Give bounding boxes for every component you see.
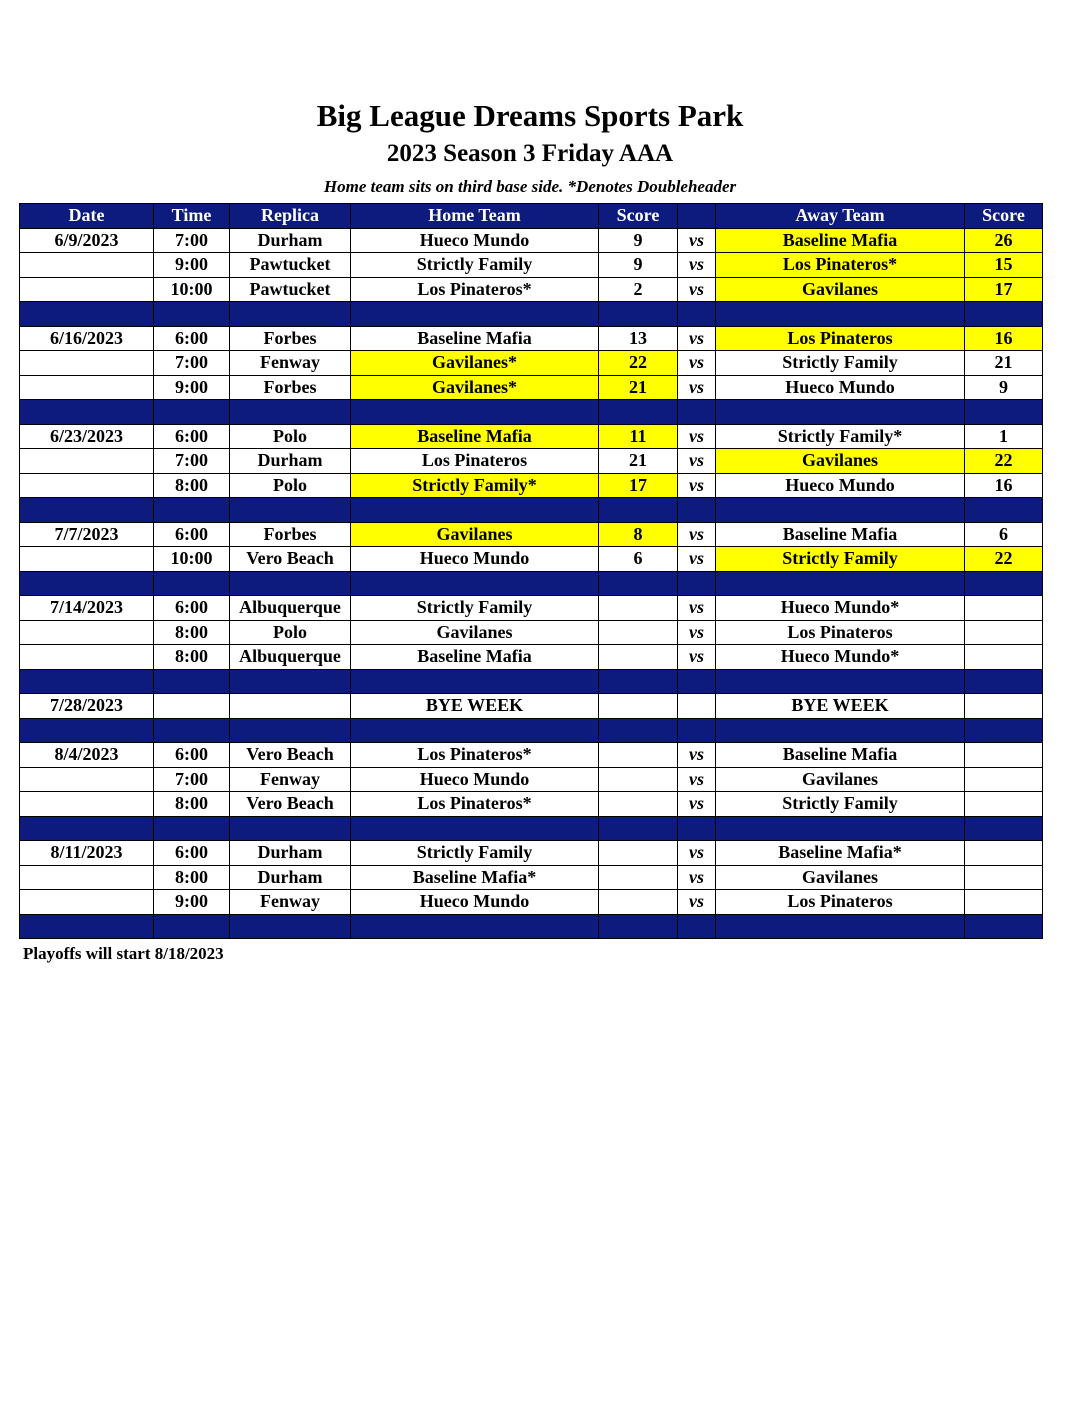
- home-score-cell: [599, 694, 678, 719]
- vs-cell: vs: [678, 277, 716, 302]
- home-score-cell: [599, 841, 678, 866]
- home-score-cell: [599, 596, 678, 621]
- away-team-cell: Los Pinateros*: [716, 253, 965, 278]
- col-header-date: Date: [20, 204, 154, 229]
- replica-cell: Durham: [230, 449, 351, 474]
- col-header-replica: Replica: [230, 204, 351, 229]
- separator-cell: [599, 718, 678, 743]
- vs-cell: vs: [678, 596, 716, 621]
- time-cell: 6:00: [154, 841, 230, 866]
- away-score-cell: 17: [965, 277, 1043, 302]
- game-row: [20, 694, 1043, 719]
- replica-cell: Fenway: [230, 890, 351, 915]
- playoffs-note: Playoffs will start 8/18/2023: [23, 944, 224, 963]
- replica-cell: Polo: [230, 473, 351, 498]
- vs-cell: vs: [678, 865, 716, 890]
- home-team-cell: Gavilanes: [351, 522, 599, 547]
- separator-cell: [716, 400, 965, 425]
- game-row: [20, 596, 1043, 621]
- separator-cell: [154, 718, 230, 743]
- separator-cell: [716, 816, 965, 841]
- away-team-cell: Hueco Mundo*: [716, 645, 965, 670]
- game-row: [20, 424, 1043, 449]
- separator-cell: [716, 571, 965, 596]
- home-team-cell: Hueco Mundo: [351, 767, 599, 792]
- schedule-table: [19, 203, 1043, 939]
- time-cell: 6:00: [154, 596, 230, 621]
- separator-cell: [351, 302, 599, 327]
- replica-cell: Albuquerque: [230, 596, 351, 621]
- replica-cell: Vero Beach: [230, 792, 351, 817]
- home-score-cell: [599, 865, 678, 890]
- vs-cell: [678, 694, 716, 719]
- separator-cell: [20, 302, 154, 327]
- header-row: [20, 204, 1043, 229]
- vs-cell: vs: [678, 253, 716, 278]
- game-row: [20, 620, 1043, 645]
- separator-cell: [351, 816, 599, 841]
- replica-cell: Pawtucket: [230, 277, 351, 302]
- date-cell: [20, 767, 154, 792]
- vs-cell: vs: [678, 326, 716, 351]
- time-cell: 9:00: [154, 375, 230, 400]
- away-team-cell: Hueco Mundo: [716, 375, 965, 400]
- separator-cell: [716, 669, 965, 694]
- replica-cell: Vero Beach: [230, 743, 351, 768]
- away-score-cell: 1: [965, 424, 1043, 449]
- home-team-cell: Strictly Family*: [351, 473, 599, 498]
- home-team-cell: Strictly Family: [351, 596, 599, 621]
- home-team-cell: Hueco Mundo: [351, 890, 599, 915]
- separator-cell: [599, 302, 678, 327]
- separator-cell: [154, 498, 230, 523]
- away-score-cell: 26: [965, 228, 1043, 253]
- separator-cell: [154, 816, 230, 841]
- home-team-cell: Baseline Mafia: [351, 645, 599, 670]
- home-team-cell: Gavilanes*: [351, 351, 599, 376]
- separator-cell: [965, 302, 1043, 327]
- date-cell: 7/28/2023: [20, 694, 154, 719]
- separator-cell: [351, 669, 599, 694]
- away-score-cell: [965, 841, 1043, 866]
- vs-cell: vs: [678, 620, 716, 645]
- replica-cell: Pawtucket: [230, 253, 351, 278]
- home-team-cell: Hueco Mundo: [351, 547, 599, 572]
- separator-cell: [351, 571, 599, 596]
- away-team-cell: BYE WEEK: [716, 694, 965, 719]
- vs-cell: vs: [678, 228, 716, 253]
- separator-cell: [965, 669, 1043, 694]
- separator-row: [20, 718, 1043, 743]
- separator-cell: [599, 400, 678, 425]
- separator-row: [20, 669, 1043, 694]
- away-score-cell: [965, 865, 1043, 890]
- vs-cell: vs: [678, 351, 716, 376]
- separator-cell: [351, 718, 599, 743]
- home-score-cell: [599, 620, 678, 645]
- time-cell: 9:00: [154, 890, 230, 915]
- date-cell: [20, 865, 154, 890]
- away-team-cell: Baseline Mafia: [716, 228, 965, 253]
- separator-cell: [230, 302, 351, 327]
- away-score-cell: 22: [965, 547, 1043, 572]
- away-team-cell: Los Pinateros: [716, 620, 965, 645]
- away-team-cell: Los Pinateros: [716, 326, 965, 351]
- away-score-cell: 9: [965, 375, 1043, 400]
- game-row: [20, 351, 1043, 376]
- time-cell: 6:00: [154, 326, 230, 351]
- game-row: [20, 841, 1043, 866]
- separator-cell: [716, 498, 965, 523]
- away-team-cell: Gavilanes: [716, 277, 965, 302]
- separator-cell: [678, 498, 716, 523]
- home-score-cell: 22: [599, 351, 678, 376]
- time-cell: 8:00: [154, 620, 230, 645]
- away-score-cell: [965, 767, 1043, 792]
- game-row: [20, 890, 1043, 915]
- separator-cell: [965, 400, 1043, 425]
- time-cell: [154, 694, 230, 719]
- separator-cell: [20, 816, 154, 841]
- separator-cell: [230, 718, 351, 743]
- vs-cell: vs: [678, 473, 716, 498]
- time-cell: 7:00: [154, 767, 230, 792]
- away-score-cell: 15: [965, 253, 1043, 278]
- separator-cell: [20, 718, 154, 743]
- away-score-cell: 6: [965, 522, 1043, 547]
- date-cell: 6/16/2023: [20, 326, 154, 351]
- vs-cell: vs: [678, 449, 716, 474]
- separator-cell: [230, 816, 351, 841]
- date-cell: [20, 792, 154, 817]
- away-team-cell: Gavilanes: [716, 767, 965, 792]
- time-cell: 6:00: [154, 743, 230, 768]
- separator-row: [20, 914, 1043, 939]
- time-cell: 8:00: [154, 473, 230, 498]
- separator-cell: [678, 571, 716, 596]
- home-score-cell: 2: [599, 277, 678, 302]
- separator-cell: [230, 571, 351, 596]
- home-team-cell: Baseline Mafia*: [351, 865, 599, 890]
- away-score-cell: [965, 645, 1043, 670]
- time-cell: 7:00: [154, 351, 230, 376]
- separator-cell: [20, 498, 154, 523]
- date-cell: [20, 253, 154, 278]
- page-title: Big League Dreams Sports Park: [316, 98, 744, 133]
- col-header-away-score: Score: [965, 204, 1043, 229]
- time-cell: 6:00: [154, 522, 230, 547]
- home-team-cell: Los Pinateros*: [351, 743, 599, 768]
- home-score-cell: [599, 792, 678, 817]
- date-cell: [20, 645, 154, 670]
- separator-cell: [599, 669, 678, 694]
- separator-cell: [154, 571, 230, 596]
- away-team-cell: Baseline Mafia: [716, 522, 965, 547]
- away-score-cell: [965, 792, 1043, 817]
- vs-cell: vs: [678, 792, 716, 817]
- home-score-cell: [599, 645, 678, 670]
- separator-cell: [678, 914, 716, 939]
- vs-cell: vs: [678, 522, 716, 547]
- date-cell: 8/4/2023: [20, 743, 154, 768]
- time-cell: 8:00: [154, 865, 230, 890]
- replica-cell: Forbes: [230, 326, 351, 351]
- home-score-cell: [599, 890, 678, 915]
- vs-cell: vs: [678, 645, 716, 670]
- home-team-cell: Strictly Family: [351, 253, 599, 278]
- separator-cell: [599, 816, 678, 841]
- replica-cell: Fenway: [230, 767, 351, 792]
- game-row: [20, 277, 1043, 302]
- replica-cell: Durham: [230, 841, 351, 866]
- replica-cell: Albuquerque: [230, 645, 351, 670]
- separator-cell: [965, 914, 1043, 939]
- time-cell: 7:00: [154, 228, 230, 253]
- separator-row: [20, 302, 1043, 327]
- home-team-cell: Gavilanes: [351, 620, 599, 645]
- home-team-cell: Los Pinateros: [351, 449, 599, 474]
- replica-cell: Forbes: [230, 375, 351, 400]
- separator-cell: [154, 302, 230, 327]
- separator-row: [20, 816, 1043, 841]
- separator-row: [20, 498, 1043, 523]
- time-cell: 8:00: [154, 792, 230, 817]
- vs-cell: vs: [678, 424, 716, 449]
- col-header-home-score: Score: [599, 204, 678, 229]
- home-score-cell: 21: [599, 449, 678, 474]
- date-cell: [20, 473, 154, 498]
- vs-cell: vs: [678, 743, 716, 768]
- away-team-cell: Gavilanes: [716, 865, 965, 890]
- away-team-cell: Strictly Family: [716, 351, 965, 376]
- separator-cell: [230, 400, 351, 425]
- home-team-cell: Los Pinateros*: [351, 277, 599, 302]
- separator-cell: [20, 571, 154, 596]
- replica-cell: Fenway: [230, 351, 351, 376]
- home-team-cell: Baseline Mafia: [351, 326, 599, 351]
- time-cell: 10:00: [154, 277, 230, 302]
- separator-cell: [678, 816, 716, 841]
- date-cell: 6/23/2023: [20, 424, 154, 449]
- away-team-cell: Strictly Family*: [716, 424, 965, 449]
- game-row: [20, 743, 1043, 768]
- separator-cell: [351, 498, 599, 523]
- away-team-cell: Hueco Mundo: [716, 473, 965, 498]
- replica-cell: Polo: [230, 424, 351, 449]
- separator-cell: [965, 571, 1043, 596]
- away-score-cell: 21: [965, 351, 1043, 376]
- away-score-cell: [965, 890, 1043, 915]
- home-team-cell: Hueco Mundo: [351, 228, 599, 253]
- home-team-cell: BYE WEEK: [351, 694, 599, 719]
- time-cell: 9:00: [154, 253, 230, 278]
- date-cell: 8/11/2023: [20, 841, 154, 866]
- replica-cell: Forbes: [230, 522, 351, 547]
- game-row: [20, 375, 1043, 400]
- game-row: [20, 767, 1043, 792]
- date-cell: [20, 547, 154, 572]
- separator-cell: [678, 718, 716, 743]
- vs-cell: vs: [678, 890, 716, 915]
- separator-cell: [678, 302, 716, 327]
- replica-cell: Durham: [230, 865, 351, 890]
- vs-cell: vs: [678, 375, 716, 400]
- date-cell: [20, 620, 154, 645]
- away-team-cell: Baseline Mafia: [716, 743, 965, 768]
- separator-cell: [965, 498, 1043, 523]
- date-cell: 7/7/2023: [20, 522, 154, 547]
- home-team-cell: Los Pinateros*: [351, 792, 599, 817]
- home-score-cell: 9: [599, 253, 678, 278]
- separator-row: [20, 571, 1043, 596]
- away-score-cell: 22: [965, 449, 1043, 474]
- home-team-cell: Strictly Family: [351, 841, 599, 866]
- vs-cell: vs: [678, 767, 716, 792]
- game-row: [20, 326, 1043, 351]
- separator-cell: [154, 400, 230, 425]
- away-score-cell: [965, 743, 1043, 768]
- separator-cell: [678, 400, 716, 425]
- separator-cell: [230, 914, 351, 939]
- separator-row: [20, 400, 1043, 425]
- away-team-cell: Gavilanes: [716, 449, 965, 474]
- separator-cell: [678, 669, 716, 694]
- separator-cell: [965, 816, 1043, 841]
- date-cell: [20, 351, 154, 376]
- home-score-cell: 21: [599, 375, 678, 400]
- date-cell: 6/9/2023: [20, 228, 154, 253]
- date-cell: [20, 277, 154, 302]
- col-header-home-team: Home Team: [351, 204, 599, 229]
- home-score-cell: [599, 743, 678, 768]
- replica-cell: Vero Beach: [230, 547, 351, 572]
- time-cell: 7:00: [154, 449, 230, 474]
- separator-cell: [599, 914, 678, 939]
- home-score-cell: 9: [599, 228, 678, 253]
- schedule-body: [20, 228, 1043, 939]
- game-row: [20, 547, 1043, 572]
- time-cell: 10:00: [154, 547, 230, 572]
- separator-cell: [154, 914, 230, 939]
- col-header-away-team: Away Team: [716, 204, 965, 229]
- away-team-cell: Los Pinateros: [716, 890, 965, 915]
- time-cell: 6:00: [154, 424, 230, 449]
- home-team-cell: Gavilanes*: [351, 375, 599, 400]
- separator-cell: [351, 400, 599, 425]
- separator-cell: [599, 571, 678, 596]
- home-score-cell: 13: [599, 326, 678, 351]
- separator-cell: [20, 914, 154, 939]
- home-team-cell: Baseline Mafia: [351, 424, 599, 449]
- away-score-cell: 16: [965, 473, 1043, 498]
- game-row: [20, 865, 1043, 890]
- away-team-cell: Hueco Mundo*: [716, 596, 965, 621]
- replica-cell: Durham: [230, 228, 351, 253]
- separator-cell: [716, 718, 965, 743]
- vs-cell: vs: [678, 841, 716, 866]
- separator-cell: [965, 718, 1043, 743]
- separator-cell: [716, 302, 965, 327]
- col-header-vs: [678, 204, 716, 229]
- separator-cell: [154, 669, 230, 694]
- separator-cell: [351, 914, 599, 939]
- home-score-cell: 11: [599, 424, 678, 449]
- home-score-cell: [599, 767, 678, 792]
- away-score-cell: [965, 596, 1043, 621]
- separator-cell: [20, 400, 154, 425]
- separator-cell: [716, 914, 965, 939]
- date-cell: 7/14/2023: [20, 596, 154, 621]
- date-cell: [20, 375, 154, 400]
- separator-cell: [20, 669, 154, 694]
- separator-cell: [599, 498, 678, 523]
- game-row: [20, 228, 1043, 253]
- game-row: [20, 645, 1043, 670]
- date-cell: [20, 890, 154, 915]
- game-row: [20, 522, 1043, 547]
- home-score-cell: 17: [599, 473, 678, 498]
- away-team-cell: Baseline Mafia*: [716, 841, 965, 866]
- away-score-cell: 16: [965, 326, 1043, 351]
- away-team-cell: Strictly Family: [716, 792, 965, 817]
- replica-cell: Polo: [230, 620, 351, 645]
- game-row: [20, 253, 1043, 278]
- schedule-note: Home team sits on third base side. *Denotes Doubleheader: [323, 177, 737, 196]
- replica-cell: [230, 694, 351, 719]
- home-score-cell: 8: [599, 522, 678, 547]
- home-score-cell: 6: [599, 547, 678, 572]
- page-subtitle: 2023 Season 3 Friday AAA: [386, 140, 674, 167]
- game-row: [20, 473, 1043, 498]
- away-score-cell: [965, 694, 1043, 719]
- game-row: [20, 449, 1043, 474]
- away-score-cell: [965, 620, 1043, 645]
- date-cell: [20, 449, 154, 474]
- away-team-cell: Strictly Family: [716, 547, 965, 572]
- separator-cell: [230, 498, 351, 523]
- separator-cell: [230, 669, 351, 694]
- col-header-time: Time: [154, 204, 230, 229]
- time-cell: 8:00: [154, 645, 230, 670]
- game-row: [20, 792, 1043, 817]
- vs-cell: vs: [678, 547, 716, 572]
